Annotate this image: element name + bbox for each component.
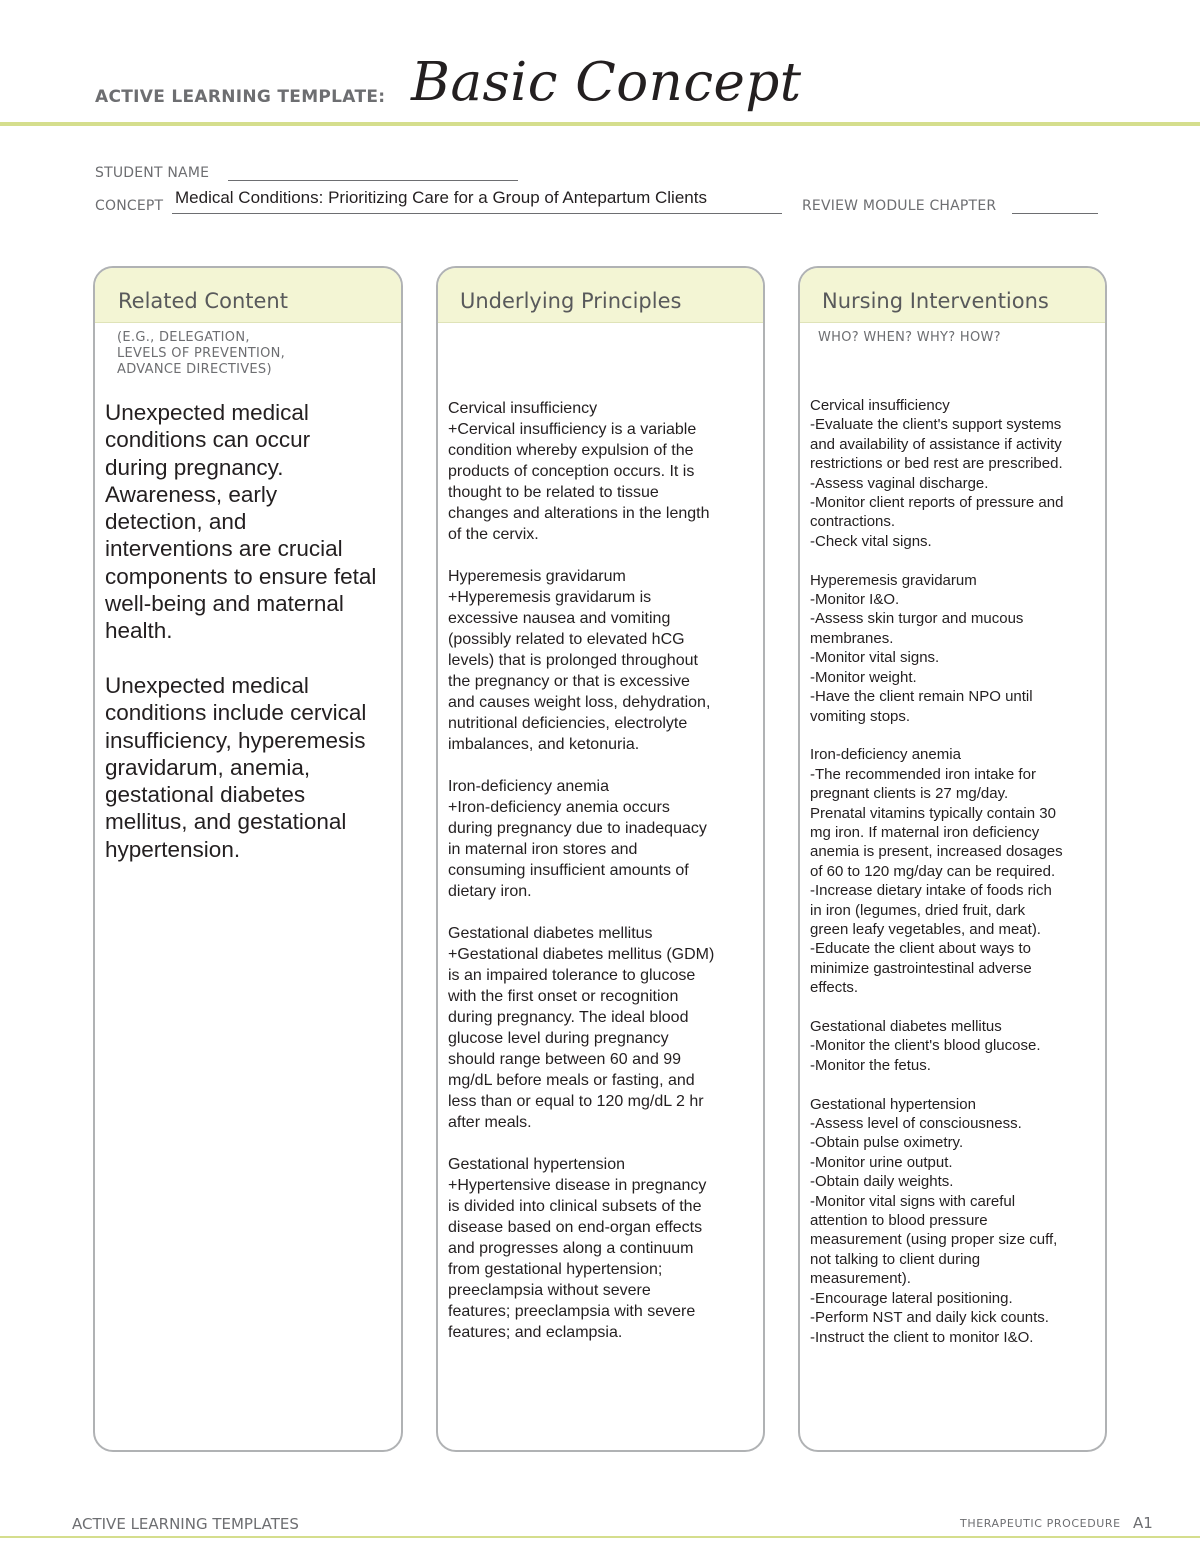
footer-divider (0, 1536, 1200, 1538)
nursing-interventions-box (798, 266, 1107, 1452)
nursing-interventions-hint: WHO? WHEN? WHY? HOW? (818, 330, 1001, 345)
footer-label: ACTIVE LEARNING TEMPLATES (72, 1515, 299, 1533)
related-content-hint: (E.G., DELEGATION, LEVELS OF PREVENTION, ADVANCE DIRECTIVES) (117, 330, 286, 377)
concept-value: Medical Conditions: Prioritizing Care for a Group of Antepartum Clients (175, 188, 707, 207)
nursing-interventions-title: Nursing Interventions (800, 268, 1105, 323)
underlying-principles-text[interactable]: Cervical insufficiency +Cervical insufficiency is a variable condition whereby expulsion of the products of conception occurs. It is thought to be related to tissue changes and alterations in the length of the cervix. Hyperemesis gravidarum +Hyperemesis gravidarum is excessive nausea and vomiting (possibly related to elevated hCG levels) that is prolonged throughout the pregnancy or that is excessive and causes weight loss, dehydration, nutritional deficiencies, electrolyte imbalances, and ketonuria. Iron-deficiency anemia +Iron-deficiency anemia occurs during pregnancy due to inadequacy in maternal iron stores and consuming insufficient amounts of dietary iron. Gestational diabetes mellitus +Gestational diabetes mellitus (GDM) is an impaired tolerance to glucose with the first onset or recognition during pregnancy. The ideal blood glucose level during pregnancy should range between 60 and 99 mg/dL before meals or fasting, and less than or equal to 120 mg/dL 2 hr after meals. Gestational hypertension +Hypertensive disease in pregnancy is divided into clinical subsets of the disease based on end-organ effects and progresses along a continuum from gestational hypertension; preeclampsia without severe features; preeclampsia with severe features; and eclampsia. (448, 400, 715, 1341)
underlying-principles-box (436, 266, 765, 1452)
header-divider (0, 122, 1200, 126)
footer-section-label: THERAPEUTIC PROCEDURE (960, 1517, 1121, 1530)
underlying-principles-title: Underlying Principles (438, 268, 763, 323)
student-name-field[interactable] (228, 165, 518, 181)
related-content-text[interactable]: Unexpected medical conditions can occur during pregnancy. Awareness, early detection, and interventions are crucial components to ensure fetal well-being and maternal health. Unexpected medical conditions include cervical insufficiency, hyperemesis gravidarum, anemia, gestational diabetes mellitus, and gestational hypertension. (105, 400, 377, 862)
concept-label: CONCEPT (95, 198, 164, 214)
header-label: ACTIVE LEARNING TEMPLATE: (95, 87, 386, 107)
page-number: A1 (1133, 1514, 1153, 1532)
nursing-interventions-text[interactable]: Cervical insufficiency -Evaluate the client's support systems and availability of assistance if activity restrictions or bed rest are prescribed. -Assess vaginal discharge. -Monitor client reports of pressure and contractions. -Check vital signs. Hyperemesis gravidarum -Monitor I&O. -Assess skin turgor and mucous membranes. -Monitor vital signs. -Monitor weight. -Have the client remain NPO until vomiting stops. Iron-deficiency anemia -The recommended iron intake for pregnant clients is 27 mg/day. Prenatal vitamins typically contain 30 mg iron. If maternal iron deficiency anemia is present, increased dosages of 60 to 120 mg/day can be required. -Increase dietary intake of foods rich in iron (legumes, dried fruit, dark green leafy vegetables, and meat). -Educate the client about ways to minimize gastrointestinal adverse effects. Gestational diabetes mellitus -Monitor the client's blood glucose. -Monitor the fetus. Gestational hypertension -Assess level of consciousness. -Obtain pulse oximetry. -Monitor urine output. -Obtain daily weights. -Monitor vital signs with careful attention to blood pressure measurement (using proper size cuff, not talking to client during measurement). -Encourage lateral positioning. -Perform NST and daily kick counts. -Instruct the client to monitor I&O. (810, 397, 1064, 1346)
related-content-box (93, 266, 403, 1452)
page-title: Basic Concept (411, 52, 802, 113)
review-module-label: REVIEW MODULE CHAPTER (802, 198, 997, 214)
review-module-field[interactable] (1012, 198, 1098, 214)
related-content-title: Related Content (95, 268, 401, 323)
student-name-label: STUDENT NAME (95, 165, 210, 181)
